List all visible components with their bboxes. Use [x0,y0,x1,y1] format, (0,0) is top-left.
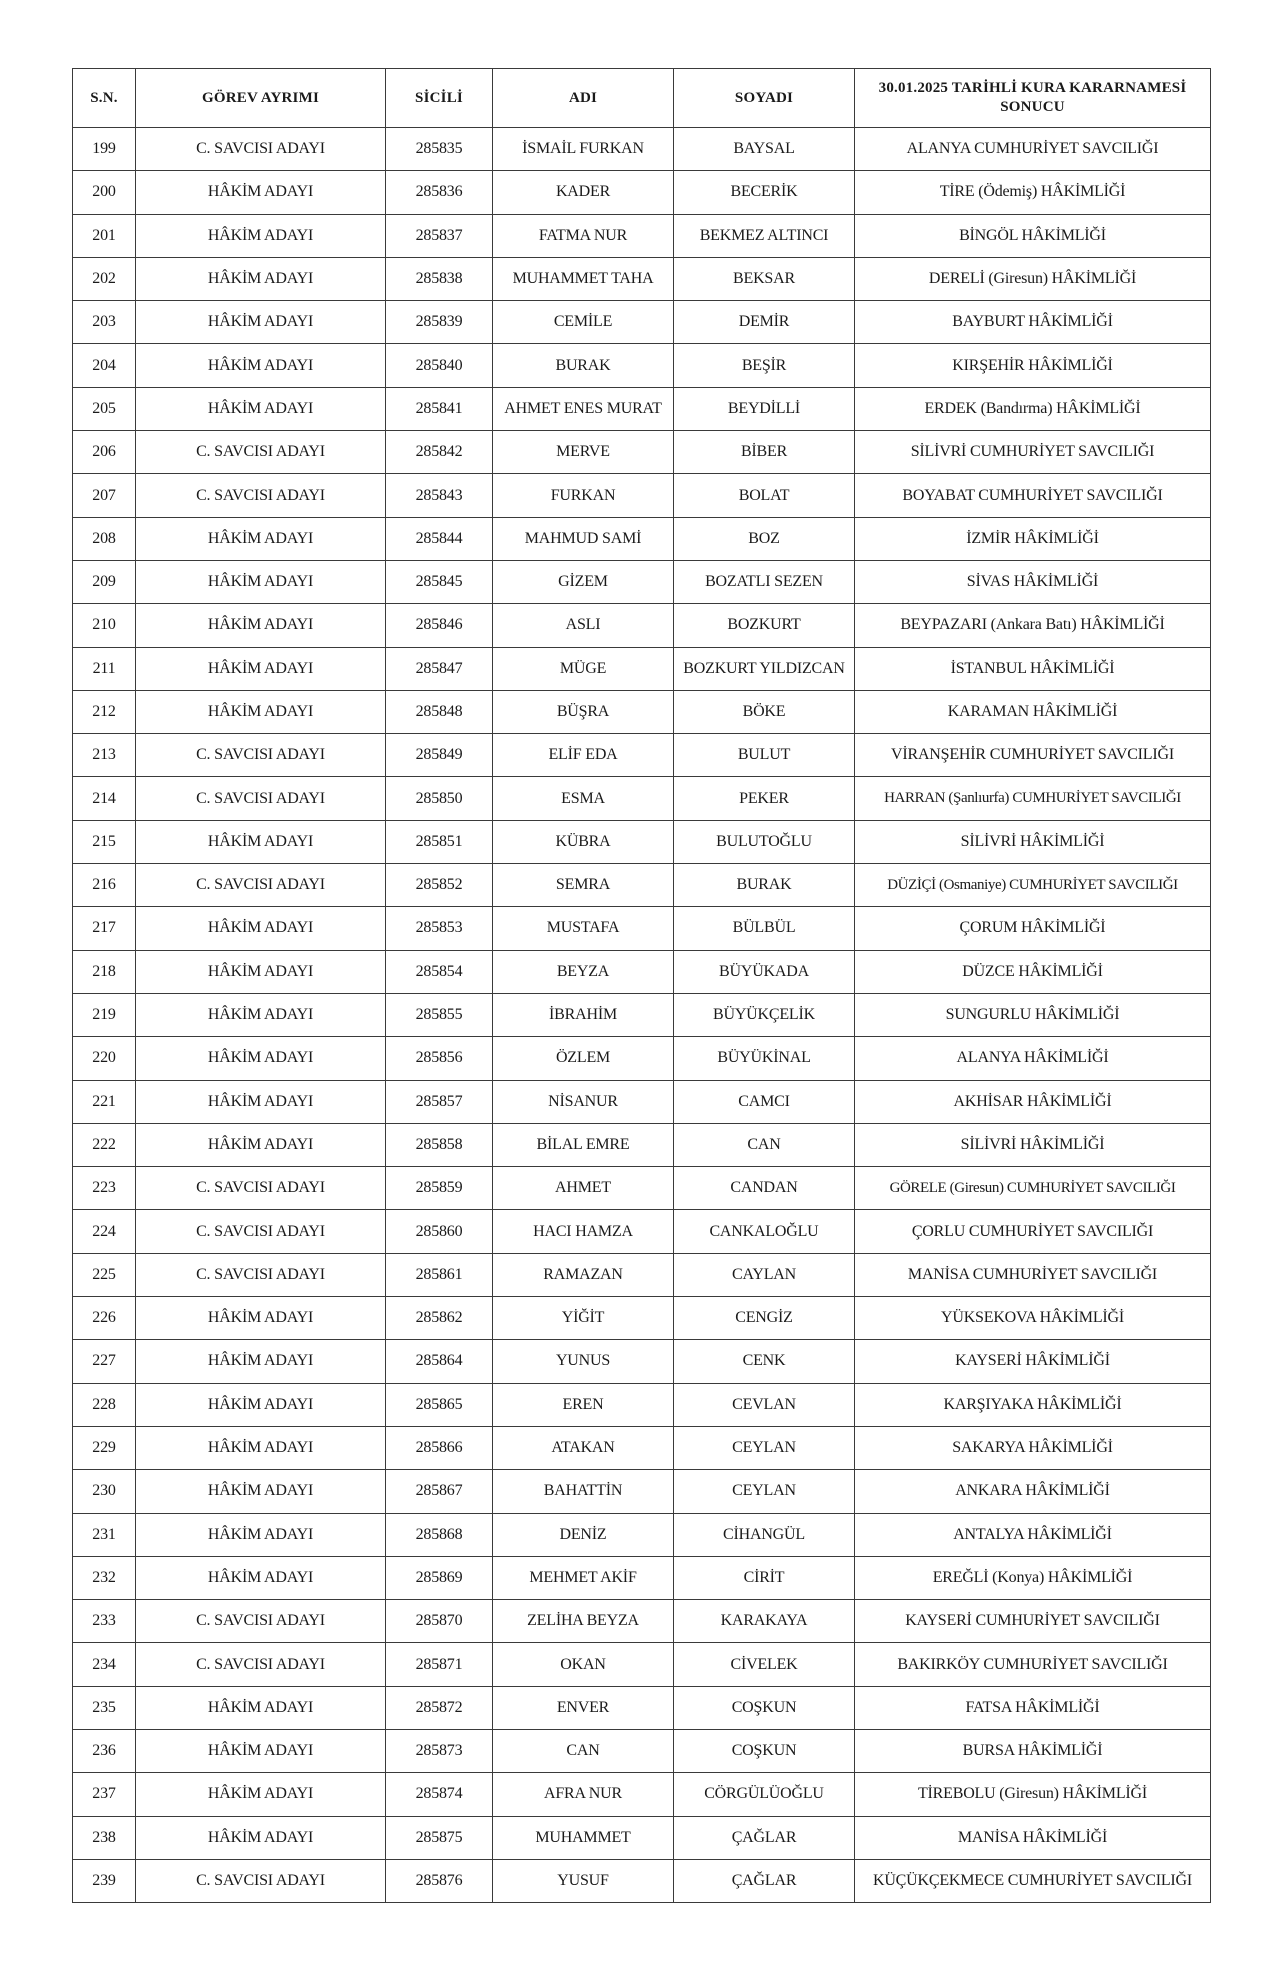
cell-kura-sonucu: BAKIRKÖY CUMHURİYET SAVCILIĞI [855,1643,1211,1686]
cell-soyadi: CAN [674,1123,855,1166]
cell-gorev-ayrimi: HÂKİM ADAYI [136,214,386,257]
cell-gorev-ayrimi: HÂKİM ADAYI [136,950,386,993]
table-body [73,128,1211,1903]
cell-sn: 226 [73,1297,136,1340]
cell-gorev-ayrimi: HÂKİM ADAYI [136,387,386,430]
cell-gorev-ayrimi: C. SAVCISI ADAYI [136,431,386,474]
cell-sicili: 285876 [386,1859,493,1902]
cell-sicili: 285847 [386,647,493,690]
header-kura-sonucu: 30.01.2025 TARİHLİ KURA KARARNAMESİ SONUCU [855,69,1211,128]
cell-soyadi: CEVLAN [674,1383,855,1426]
header-sn: S.N. [73,69,136,128]
table-row [73,344,1211,387]
table-row [73,128,1211,171]
cell-adi: BÜŞRA [493,690,674,733]
cell-kura-sonucu: MANİSA HÂKİMLİĞİ [855,1816,1211,1859]
cell-kura-sonucu: KARŞIYAKA HÂKİMLİĞİ [855,1383,1211,1426]
cell-sn: 202 [73,257,136,300]
cell-adi: ENVER [493,1686,674,1729]
cell-soyadi: DEMİR [674,301,855,344]
table-row [73,560,1211,603]
cell-soyadi: BULUTOĞLU [674,820,855,863]
cell-kura-sonucu: BEYPAZARI (Ankara Batı) HÂKİMLİĞİ [855,604,1211,647]
cell-gorev-ayrimi: HÂKİM ADAYI [136,171,386,214]
table-row [73,777,1211,820]
cell-sn: 227 [73,1340,136,1383]
cell-kura-sonucu: TİRE (Ödemiş) HÂKİMLİĞİ [855,171,1211,214]
table-row [73,1080,1211,1123]
cell-sicili: 285852 [386,864,493,907]
cell-sicili: 285858 [386,1123,493,1166]
header-soyadi: SOYADI [674,69,855,128]
cell-kura-sonucu: ÇORLU CUMHURİYET SAVCILIĞI [855,1210,1211,1253]
table-row [73,1426,1211,1469]
cell-adi: AHMET [493,1167,674,1210]
cell-sn: 235 [73,1686,136,1729]
cell-sn: 204 [73,344,136,387]
cell-adi: HACI HAMZA [493,1210,674,1253]
cell-sn: 217 [73,907,136,950]
cell-gorev-ayrimi: HÂKİM ADAYI [136,560,386,603]
cell-sn: 232 [73,1556,136,1599]
cell-adi: FATMA NUR [493,214,674,257]
cell-adi: AHMET ENES MURAT [493,387,674,430]
cell-adi: ESMA [493,777,674,820]
cell-kura-sonucu: FATSA HÂKİMLİĞİ [855,1686,1211,1729]
cell-soyadi: CAYLAN [674,1253,855,1296]
cell-kura-sonucu: ALANYA HÂKİMLİĞİ [855,1037,1211,1080]
document-page [72,68,1210,1903]
table-row [73,474,1211,517]
header-adi: ADI [493,69,674,128]
cell-gorev-ayrimi: HÂKİM ADAYI [136,1729,386,1772]
cell-sn: 230 [73,1470,136,1513]
cell-kura-sonucu: SUNGURLU HÂKİMLİĞİ [855,993,1211,1036]
table-row [73,1556,1211,1599]
cell-kura-sonucu: ERDEK (Bandırma) HÂKİMLİĞİ [855,387,1211,430]
table-row [73,950,1211,993]
cell-sicili: 285867 [386,1470,493,1513]
cell-adi: RAMAZAN [493,1253,674,1296]
cell-sicili: 285864 [386,1340,493,1383]
cell-sicili: 285868 [386,1513,493,1556]
cell-adi: ASLI [493,604,674,647]
cell-gorev-ayrimi: HÂKİM ADAYI [136,690,386,733]
cell-gorev-ayrimi: HÂKİM ADAYI [136,1037,386,1080]
table-row [73,1859,1211,1902]
cell-adi: BURAK [493,344,674,387]
cell-kura-sonucu: BAYBURT HÂKİMLİĞİ [855,301,1211,344]
cell-soyadi: BÜLBÜL [674,907,855,950]
table-row [73,1253,1211,1296]
cell-soyadi: BOZKURT YILDIZCAN [674,647,855,690]
cell-sicili: 285869 [386,1556,493,1599]
cell-sn: 215 [73,820,136,863]
cell-gorev-ayrimi: HÂKİM ADAYI [136,1816,386,1859]
cell-soyadi: BECERİK [674,171,855,214]
cell-sn: 224 [73,1210,136,1253]
cell-sn: 201 [73,214,136,257]
cell-gorev-ayrimi: HÂKİM ADAYI [136,257,386,300]
table-row [73,734,1211,777]
table-row [73,1816,1211,1859]
cell-kura-sonucu: BİNGÖL HÂKİMLİĞİ [855,214,1211,257]
cell-kura-sonucu: KARAMAN HÂKİMLİĞİ [855,690,1211,733]
cell-gorev-ayrimi: C. SAVCISI ADAYI [136,128,386,171]
cell-gorev-ayrimi: HÂKİM ADAYI [136,820,386,863]
cell-adi: CAN [493,1729,674,1772]
cell-sn: 236 [73,1729,136,1772]
table-row [73,1600,1211,1643]
cell-kura-sonucu: DERELİ (Giresun) HÂKİMLİĞİ [855,257,1211,300]
cell-gorev-ayrimi: C. SAVCISI ADAYI [136,1167,386,1210]
cell-adi: YUNUS [493,1340,674,1383]
cell-sicili: 285841 [386,387,493,430]
table-row [73,1513,1211,1556]
cell-soyadi: BÜYÜKADA [674,950,855,993]
cell-sn: 222 [73,1123,136,1166]
cell-adi: KÜBRA [493,820,674,863]
table-row [73,1470,1211,1513]
cell-sn: 219 [73,993,136,1036]
cell-sicili: 285873 [386,1729,493,1772]
cell-kura-sonucu: SİVAS HÂKİMLİĞİ [855,560,1211,603]
cell-soyadi: BEŞİR [674,344,855,387]
cell-gorev-ayrimi: C. SAVCISI ADAYI [136,1643,386,1686]
cell-sn: 229 [73,1426,136,1469]
cell-adi: NİSANUR [493,1080,674,1123]
cell-gorev-ayrimi: HÂKİM ADAYI [136,1426,386,1469]
cell-sicili: 285843 [386,474,493,517]
cell-sicili: 285875 [386,1816,493,1859]
cell-adi: YİĞİT [493,1297,674,1340]
cell-adi: EREN [493,1383,674,1426]
cell-soyadi: BOZATLI SEZEN [674,560,855,603]
cell-soyadi: BURAK [674,864,855,907]
cell-sicili: 285866 [386,1426,493,1469]
cell-kura-sonucu: DÜZCE HÂKİMLİĞİ [855,950,1211,993]
cell-sicili: 285865 [386,1383,493,1426]
cell-soyadi: CÖRGÜLÜOĞLU [674,1773,855,1816]
cell-soyadi: BOZKURT [674,604,855,647]
table-row [73,993,1211,1036]
table-row [73,907,1211,950]
cell-sn: 211 [73,647,136,690]
cell-gorev-ayrimi: HÂKİM ADAYI [136,1383,386,1426]
cell-sicili: 285870 [386,1600,493,1643]
cell-soyadi: CANDAN [674,1167,855,1210]
cell-adi: ELİF EDA [493,734,674,777]
cell-soyadi: BÜYÜKÇELİK [674,993,855,1036]
cell-adi: AFRA NUR [493,1773,674,1816]
cell-kura-sonucu: HARRAN (Şanlıurfa) CUMHURİYET SAVCILIĞI [855,777,1211,820]
cell-kura-sonucu: EREĞLİ (Konya) HÂKİMLİĞİ [855,1556,1211,1599]
cell-kura-sonucu: KAYSERİ HÂKİMLİĞİ [855,1340,1211,1383]
cell-soyadi: ÇAĞLAR [674,1816,855,1859]
cell-sn: 234 [73,1643,136,1686]
cell-soyadi: CAMCI [674,1080,855,1123]
cell-sicili: 285837 [386,214,493,257]
cell-adi: BEYZA [493,950,674,993]
cell-sicili: 285840 [386,344,493,387]
cell-soyadi: BEKSAR [674,257,855,300]
cell-gorev-ayrimi: HÂKİM ADAYI [136,1686,386,1729]
cell-sn: 218 [73,950,136,993]
cell-sicili: 285849 [386,734,493,777]
table-row [73,214,1211,257]
table-row [73,1167,1211,1210]
table-row [73,690,1211,733]
cell-sicili: 285861 [386,1253,493,1296]
table-row [73,301,1211,344]
cell-soyadi: PEKER [674,777,855,820]
cell-sn: 199 [73,128,136,171]
cell-soyadi: KARAKAYA [674,1600,855,1643]
cell-sicili: 285845 [386,560,493,603]
cell-kura-sonucu: TİREBOLU (Giresun) HÂKİMLİĞİ [855,1773,1211,1816]
cell-soyadi: BAYSAL [674,128,855,171]
cell-sicili: 285836 [386,171,493,214]
cell-soyadi: CEYLAN [674,1470,855,1513]
cell-sn: 200 [73,171,136,214]
cell-kura-sonucu: BOYABAT CUMHURİYET SAVCILIĞI [855,474,1211,517]
cell-sn: 225 [73,1253,136,1296]
cell-sn: 228 [73,1383,136,1426]
cell-kura-sonucu: BURSA HÂKİMLİĞİ [855,1729,1211,1772]
cell-adi: KADER [493,171,674,214]
table-row [73,1340,1211,1383]
cell-sn: 209 [73,560,136,603]
cell-gorev-ayrimi: HÂKİM ADAYI [136,1556,386,1599]
cell-kura-sonucu: İZMİR HÂKİMLİĞİ [855,517,1211,560]
cell-adi: SEMRA [493,864,674,907]
cell-kura-sonucu: ÇORUM HÂKİMLİĞİ [855,907,1211,950]
cell-sn: 210 [73,604,136,647]
cell-sicili: 285854 [386,950,493,993]
table-row [73,820,1211,863]
cell-sn: 208 [73,517,136,560]
cell-sn: 237 [73,1773,136,1816]
cell-sn: 216 [73,864,136,907]
table-row [73,1037,1211,1080]
cell-sicili: 285856 [386,1037,493,1080]
cell-sicili: 285839 [386,301,493,344]
cell-gorev-ayrimi: HÂKİM ADAYI [136,993,386,1036]
cell-kura-sonucu: ANTALYA HÂKİMLİĞİ [855,1513,1211,1556]
cell-sicili: 285842 [386,431,493,474]
cell-soyadi: BEYDİLLİ [674,387,855,430]
cell-sicili: 285835 [386,128,493,171]
header-gorev-ayrimi: GÖREV AYRIMI [136,69,386,128]
cell-gorev-ayrimi: C. SAVCISI ADAYI [136,864,386,907]
cell-gorev-ayrimi: HÂKİM ADAYI [136,1340,386,1383]
table-row [73,387,1211,430]
cell-adi: İBRAHİM [493,993,674,1036]
cell-kura-sonucu: SİLİVRİ HÂKİMLİĞİ [855,1123,1211,1166]
cell-adi: MÜGE [493,647,674,690]
cell-sicili: 285850 [386,777,493,820]
cell-soyadi: BEKMEZ ALTINCI [674,214,855,257]
table-row [73,604,1211,647]
table-row [73,1210,1211,1253]
cell-gorev-ayrimi: HÂKİM ADAYI [136,1773,386,1816]
cell-sicili: 285859 [386,1167,493,1210]
table-row [73,1383,1211,1426]
cell-sn: 223 [73,1167,136,1210]
cell-sn: 220 [73,1037,136,1080]
cell-adi: MEHMET AKİF [493,1556,674,1599]
cell-sicili: 285860 [386,1210,493,1253]
cell-sicili: 285872 [386,1686,493,1729]
cell-adi: BİLAL EMRE [493,1123,674,1166]
cell-adi: CEMİLE [493,301,674,344]
cell-sicili: 285853 [386,907,493,950]
cell-kura-sonucu: SAKARYA HÂKİMLİĞİ [855,1426,1211,1469]
cell-kura-sonucu: SİLİVRİ CUMHURİYET SAVCILIĞI [855,431,1211,474]
cell-adi: MAHMUD SAMİ [493,517,674,560]
cell-gorev-ayrimi: HÂKİM ADAYI [136,907,386,950]
cell-gorev-ayrimi: HÂKİM ADAYI [136,344,386,387]
cell-kura-sonucu: KIRŞEHİR HÂKİMLİĞİ [855,344,1211,387]
cell-sn: 231 [73,1513,136,1556]
cell-soyadi: COŞKUN [674,1686,855,1729]
cell-soyadi: ÇAĞLAR [674,1859,855,1902]
cell-sicili: 285862 [386,1297,493,1340]
cell-gorev-ayrimi: C. SAVCISI ADAYI [136,474,386,517]
cell-sicili: 285848 [386,690,493,733]
cell-sn: 221 [73,1080,136,1123]
cell-kura-sonucu: SİLİVRİ HÂKİMLİĞİ [855,820,1211,863]
table-header-row [73,69,1211,128]
cell-soyadi: BOZ [674,517,855,560]
cell-soyadi: BOLAT [674,474,855,517]
table-row [73,1773,1211,1816]
cell-sicili: 285857 [386,1080,493,1123]
cell-sn: 214 [73,777,136,820]
cell-sn: 207 [73,474,136,517]
cell-soyadi: BULUT [674,734,855,777]
cell-sicili: 285851 [386,820,493,863]
cell-soyadi: CİVELEK [674,1643,855,1686]
cell-adi: MERVE [493,431,674,474]
results-table [72,68,1211,1903]
cell-adi: GİZEM [493,560,674,603]
cell-kura-sonucu: AKHİSAR HÂKİMLİĞİ [855,1080,1211,1123]
cell-kura-sonucu: GÖRELE (Giresun) CUMHURİYET SAVCILIĞI [855,1167,1211,1210]
cell-kura-sonucu: VİRANŞEHİR CUMHURİYET SAVCILIĞI [855,734,1211,777]
cell-kura-sonucu: ANKARA HÂKİMLİĞİ [855,1470,1211,1513]
cell-gorev-ayrimi: HÂKİM ADAYI [136,647,386,690]
cell-kura-sonucu: ALANYA CUMHURİYET SAVCILIĞI [855,128,1211,171]
cell-sicili: 285871 [386,1643,493,1686]
cell-kura-sonucu: KAYSERİ CUMHURİYET SAVCILIĞI [855,1600,1211,1643]
cell-kura-sonucu: DÜZİÇİ (Osmaniye) CUMHURİYET SAVCILIĞI [855,864,1211,907]
cell-adi: ÖZLEM [493,1037,674,1080]
cell-soyadi: CEYLAN [674,1426,855,1469]
cell-kura-sonucu: MANİSA CUMHURİYET SAVCILIĞI [855,1253,1211,1296]
cell-sicili: 285874 [386,1773,493,1816]
cell-sicili: 285855 [386,993,493,1036]
cell-kura-sonucu: İSTANBUL HÂKİMLİĞİ [855,647,1211,690]
table-row [73,1729,1211,1772]
cell-soyadi: CENGİZ [674,1297,855,1340]
cell-soyadi: BÜYÜKİNAL [674,1037,855,1080]
cell-sn: 233 [73,1600,136,1643]
cell-soyadi: CENK [674,1340,855,1383]
cell-adi: YUSUF [493,1859,674,1902]
cell-sn: 238 [73,1816,136,1859]
cell-sicili: 285838 [386,257,493,300]
cell-sn: 239 [73,1859,136,1902]
cell-adi: OKAN [493,1643,674,1686]
cell-sicili: 285846 [386,604,493,647]
cell-sn: 212 [73,690,136,733]
table-row [73,1123,1211,1166]
cell-gorev-ayrimi: HÂKİM ADAYI [136,1123,386,1166]
table-row [73,171,1211,214]
cell-kura-sonucu: YÜKSEKOVA HÂKİMLİĞİ [855,1297,1211,1340]
cell-sicili: 285844 [386,517,493,560]
cell-adi: MUSTAFA [493,907,674,950]
cell-soyadi: CANKALOĞLU [674,1210,855,1253]
cell-gorev-ayrimi: HÂKİM ADAYI [136,517,386,560]
cell-gorev-ayrimi: C. SAVCISI ADAYI [136,1210,386,1253]
table-row [73,257,1211,300]
cell-gorev-ayrimi: HÂKİM ADAYI [136,1513,386,1556]
cell-adi: İSMAİL FURKAN [493,128,674,171]
table-row [73,517,1211,560]
table-row [73,647,1211,690]
cell-soyadi: BİBER [674,431,855,474]
cell-kura-sonucu: KÜÇÜKÇEKMECE CUMHURİYET SAVCILIĞI [855,1859,1211,1902]
cell-adi: BAHATTİN [493,1470,674,1513]
header-sicili: SİCİLİ [386,69,493,128]
cell-gorev-ayrimi: HÂKİM ADAYI [136,604,386,647]
cell-gorev-ayrimi: C. SAVCISI ADAYI [136,777,386,820]
cell-adi: ATAKAN [493,1426,674,1469]
cell-gorev-ayrimi: C. SAVCISI ADAYI [136,734,386,777]
cell-adi: FURKAN [493,474,674,517]
cell-gorev-ayrimi: C. SAVCISI ADAYI [136,1253,386,1296]
cell-soyadi: BÖKE [674,690,855,733]
cell-adi: MUHAMMET TAHA [493,257,674,300]
cell-gorev-ayrimi: HÂKİM ADAYI [136,1297,386,1340]
table-row [73,431,1211,474]
cell-sn: 205 [73,387,136,430]
cell-sn: 213 [73,734,136,777]
cell-gorev-ayrimi: HÂKİM ADAYI [136,301,386,344]
cell-gorev-ayrimi: C. SAVCISI ADAYI [136,1600,386,1643]
table-row [73,864,1211,907]
cell-adi: ZELİHA BEYZA [493,1600,674,1643]
cell-soyadi: CİRİT [674,1556,855,1599]
cell-adi: DENİZ [493,1513,674,1556]
cell-adi: MUHAMMET [493,1816,674,1859]
cell-gorev-ayrimi: HÂKİM ADAYI [136,1080,386,1123]
cell-soyadi: COŞKUN [674,1729,855,1772]
table-row [73,1297,1211,1340]
cell-sn: 203 [73,301,136,344]
cell-sn: 206 [73,431,136,474]
table-row [73,1643,1211,1686]
cell-gorev-ayrimi: HÂKİM ADAYI [136,1470,386,1513]
cell-gorev-ayrimi: C. SAVCISI ADAYI [136,1859,386,1902]
table-row [73,1686,1211,1729]
cell-soyadi: CİHANGÜL [674,1513,855,1556]
